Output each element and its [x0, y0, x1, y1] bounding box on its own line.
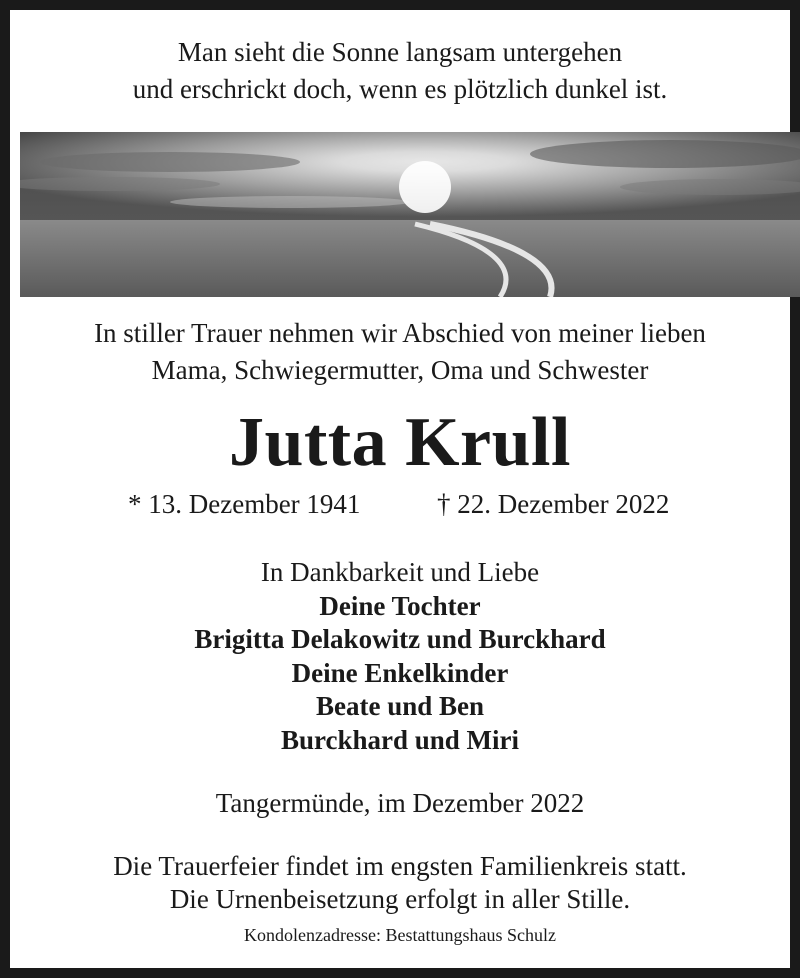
motto-line-2: und erschrickt doch, wenn es plötzlich dunkel ist.	[132, 74, 668, 104]
sunset-field-photo	[20, 132, 800, 297]
death-date: † 22. Dezember 2022	[437, 489, 670, 519]
place-date: Tangermünde, im Dezember 2022	[215, 788, 585, 818]
motto	[20, 34, 780, 108]
mourner-line: Deine Enkelkinder	[291, 657, 509, 688]
mourners-heading: In Dankbarkeit und Liebe	[260, 557, 540, 587]
mourners	[20, 556, 780, 757]
birth-date: * 13. Dezember 1941	[128, 489, 361, 519]
intro-line-2: Mama, Schwiegermutter, Oma und Schwester	[151, 355, 649, 385]
motto-line-1: Man sieht die Sonne langsam untergehen	[177, 37, 623, 67]
notes-line-1: Die Trauerfeier findet im engsten Familienkreis statt.	[113, 851, 687, 881]
mourner-line: Burckhard und Miri	[280, 724, 520, 755]
notes-line-2: Die Urnenbeisetzung erfolgt in aller Stille.	[169, 884, 631, 914]
intro-text	[20, 315, 780, 389]
deceased-name: Jutta Krull	[229, 404, 571, 481]
mourner-line: Deine Tochter	[319, 590, 481, 621]
mourner-line: Brigitta Delakowitz und Burckhard	[194, 624, 606, 654]
condolence-address: Kondolenzadresse: Bestattungshaus Schulz	[244, 925, 556, 945]
ceremony-notes	[20, 850, 780, 916]
intro-line-1: In stiller Trauer nehmen wir Abschied von meiner lieben	[94, 318, 706, 348]
mourner-line: Beate und Ben	[315, 691, 485, 721]
